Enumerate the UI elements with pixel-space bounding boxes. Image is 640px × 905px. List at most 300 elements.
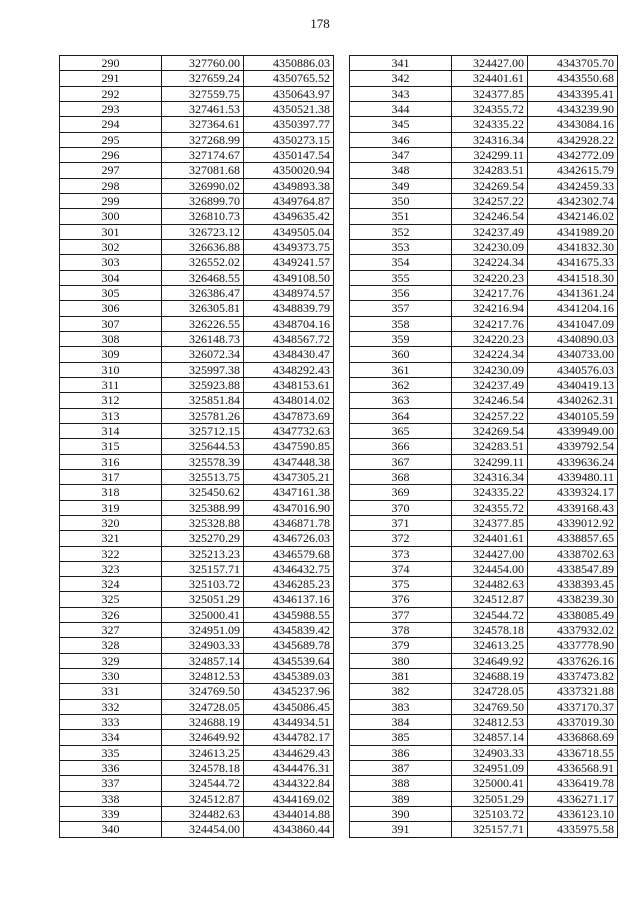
x-coordinate-cell: 324377.85 bbox=[452, 515, 528, 530]
point-number-cell: 303 bbox=[60, 255, 162, 270]
y-coordinate-cell: 4339636.24 bbox=[528, 454, 618, 469]
y-coordinate-cell: 4345389.03 bbox=[244, 669, 334, 684]
x-coordinate-cell: 324217.76 bbox=[452, 316, 528, 331]
point-number-cell: 305 bbox=[60, 285, 162, 300]
x-coordinate-cell: 325578.39 bbox=[162, 454, 244, 469]
point-number-cell: 317 bbox=[60, 469, 162, 484]
y-coordinate-cell: 4338085.49 bbox=[528, 607, 618, 622]
point-number-cell: 375 bbox=[350, 577, 452, 592]
x-coordinate-cell: 324613.25 bbox=[452, 638, 528, 653]
y-coordinate-cell: 4346726.03 bbox=[244, 531, 334, 546]
table-row bbox=[350, 592, 618, 607]
point-number-cell: 316 bbox=[60, 454, 162, 469]
table-row bbox=[60, 607, 334, 622]
point-number-cell: 389 bbox=[350, 791, 452, 806]
point-number-cell: 351 bbox=[350, 209, 452, 224]
x-coordinate-cell: 325000.41 bbox=[452, 776, 528, 791]
point-number-cell: 335 bbox=[60, 745, 162, 760]
table-row bbox=[60, 117, 334, 132]
y-coordinate-cell: 4337778.90 bbox=[528, 638, 618, 653]
y-coordinate-cell: 4337321.88 bbox=[528, 684, 618, 699]
table-row bbox=[350, 147, 618, 162]
point-number-cell: 304 bbox=[60, 270, 162, 285]
table-row bbox=[350, 56, 618, 71]
point-number-cell: 357 bbox=[350, 301, 452, 316]
y-coordinate-cell: 4342928.22 bbox=[528, 132, 618, 147]
point-number-cell: 377 bbox=[350, 607, 452, 622]
point-number-cell: 383 bbox=[350, 699, 452, 714]
y-coordinate-cell: 4348014.02 bbox=[244, 393, 334, 408]
x-coordinate-cell: 324812.53 bbox=[162, 669, 244, 684]
table-row bbox=[350, 791, 618, 806]
point-number-cell: 374 bbox=[350, 561, 452, 576]
y-coordinate-cell: 4338239.30 bbox=[528, 592, 618, 607]
y-coordinate-cell: 4340419.13 bbox=[528, 377, 618, 392]
point-number-cell: 319 bbox=[60, 500, 162, 515]
table-row bbox=[60, 316, 334, 331]
x-coordinate-cell: 327174.67 bbox=[162, 147, 244, 162]
point-number-cell: 355 bbox=[350, 270, 452, 285]
table-row bbox=[350, 546, 618, 561]
y-coordinate-cell: 4336718.55 bbox=[528, 745, 618, 760]
table-row bbox=[350, 561, 618, 576]
table-row bbox=[60, 56, 334, 71]
x-coordinate-cell: 326810.73 bbox=[162, 209, 244, 224]
table-row bbox=[350, 393, 618, 408]
x-coordinate-cell: 324427.00 bbox=[452, 56, 528, 71]
point-number-cell: 387 bbox=[350, 761, 452, 776]
y-coordinate-cell: 4343084.16 bbox=[528, 117, 618, 132]
y-coordinate-cell: 4338857.65 bbox=[528, 531, 618, 546]
point-number-cell: 318 bbox=[60, 485, 162, 500]
y-coordinate-cell: 4339324.17 bbox=[528, 485, 618, 500]
y-coordinate-cell: 4347873.69 bbox=[244, 408, 334, 423]
x-coordinate-cell: 324224.34 bbox=[452, 255, 528, 270]
y-coordinate-cell: 4345988.55 bbox=[244, 607, 334, 622]
y-coordinate-cell: 4348704.16 bbox=[244, 316, 334, 331]
table-row bbox=[60, 531, 334, 546]
table-row bbox=[60, 730, 334, 745]
x-coordinate-cell: 327461.53 bbox=[162, 101, 244, 116]
x-coordinate-cell: 324316.34 bbox=[452, 469, 528, 484]
y-coordinate-cell: 4339480.11 bbox=[528, 469, 618, 484]
x-coordinate-cell: 325103.72 bbox=[452, 807, 528, 822]
y-coordinate-cell: 4350521.38 bbox=[244, 101, 334, 116]
x-coordinate-cell: 324269.54 bbox=[452, 178, 528, 193]
x-coordinate-cell: 325051.29 bbox=[452, 791, 528, 806]
table-row bbox=[60, 408, 334, 423]
y-coordinate-cell: 4345839.42 bbox=[244, 623, 334, 638]
table-row bbox=[350, 423, 618, 438]
x-coordinate-cell: 324269.54 bbox=[452, 423, 528, 438]
y-coordinate-cell: 4336868.69 bbox=[528, 730, 618, 745]
point-number-cell: 290 bbox=[60, 56, 162, 71]
point-number-cell: 358 bbox=[350, 316, 452, 331]
x-coordinate-cell: 324578.18 bbox=[162, 761, 244, 776]
y-coordinate-cell: 4339792.54 bbox=[528, 439, 618, 454]
point-number-cell: 346 bbox=[350, 132, 452, 147]
point-number-cell: 379 bbox=[350, 638, 452, 653]
table-row bbox=[350, 776, 618, 791]
table-row bbox=[60, 255, 334, 270]
y-coordinate-cell: 4344476.31 bbox=[244, 761, 334, 776]
y-coordinate-cell: 4346871.78 bbox=[244, 515, 334, 530]
x-coordinate-cell: 325388.99 bbox=[162, 500, 244, 515]
point-number-cell: 332 bbox=[60, 699, 162, 714]
point-number-cell: 348 bbox=[350, 163, 452, 178]
point-number-cell: 360 bbox=[350, 347, 452, 362]
x-coordinate-cell: 325781.26 bbox=[162, 408, 244, 423]
x-coordinate-cell: 325851.84 bbox=[162, 393, 244, 408]
x-coordinate-cell: 327364.61 bbox=[162, 117, 244, 132]
table-row bbox=[60, 638, 334, 653]
table-row bbox=[60, 132, 334, 147]
point-number-cell: 326 bbox=[60, 607, 162, 622]
point-number-cell: 386 bbox=[350, 745, 452, 760]
y-coordinate-cell: 4343550.68 bbox=[528, 71, 618, 86]
x-coordinate-cell: 326305.81 bbox=[162, 301, 244, 316]
x-coordinate-cell: 324246.54 bbox=[452, 393, 528, 408]
y-coordinate-cell: 4342772.09 bbox=[528, 147, 618, 162]
x-coordinate-cell: 324512.87 bbox=[162, 791, 244, 806]
y-coordinate-cell: 4345539.64 bbox=[244, 653, 334, 668]
y-coordinate-cell: 4337170.37 bbox=[528, 699, 618, 714]
y-coordinate-cell: 4348292.43 bbox=[244, 362, 334, 377]
y-coordinate-cell: 4347305.21 bbox=[244, 469, 334, 484]
point-number-cell: 388 bbox=[350, 776, 452, 791]
x-coordinate-cell: 324688.19 bbox=[162, 715, 244, 730]
coordinates-table-left-body bbox=[60, 56, 334, 838]
point-number-cell: 324 bbox=[60, 577, 162, 592]
y-coordinate-cell: 4343705.70 bbox=[528, 56, 618, 71]
table-row bbox=[60, 577, 334, 592]
point-number-cell: 291 bbox=[60, 71, 162, 86]
table-row bbox=[60, 715, 334, 730]
point-number-cell: 293 bbox=[60, 101, 162, 116]
y-coordinate-cell: 4336419.78 bbox=[528, 776, 618, 791]
table-row bbox=[60, 163, 334, 178]
table-row bbox=[350, 699, 618, 714]
point-number-cell: 320 bbox=[60, 515, 162, 530]
x-coordinate-cell: 325157.71 bbox=[452, 822, 528, 837]
y-coordinate-cell: 4336123.10 bbox=[528, 807, 618, 822]
x-coordinate-cell: 324857.14 bbox=[162, 653, 244, 668]
table-row bbox=[350, 270, 618, 285]
x-coordinate-cell: 325328.88 bbox=[162, 515, 244, 530]
point-number-cell: 367 bbox=[350, 454, 452, 469]
point-number-cell: 329 bbox=[60, 653, 162, 668]
table-row bbox=[60, 623, 334, 638]
y-coordinate-cell: 4347016.90 bbox=[244, 500, 334, 515]
table-row bbox=[60, 822, 334, 837]
table-row bbox=[350, 178, 618, 193]
table-row bbox=[60, 592, 334, 607]
table-row bbox=[350, 163, 618, 178]
x-coordinate-cell: 324454.00 bbox=[452, 561, 528, 576]
x-coordinate-cell: 324482.63 bbox=[162, 807, 244, 822]
table-row bbox=[350, 209, 618, 224]
table-row bbox=[350, 623, 618, 638]
point-number-cell: 301 bbox=[60, 224, 162, 239]
y-coordinate-cell: 4346137.16 bbox=[244, 592, 334, 607]
x-coordinate-cell: 325923.88 bbox=[162, 377, 244, 392]
table-row bbox=[60, 147, 334, 162]
x-coordinate-cell: 326899.70 bbox=[162, 193, 244, 208]
point-number-cell: 338 bbox=[60, 791, 162, 806]
point-number-cell: 366 bbox=[350, 439, 452, 454]
y-coordinate-cell: 4350886.03 bbox=[244, 56, 334, 71]
y-coordinate-cell: 4344014.88 bbox=[244, 807, 334, 822]
y-coordinate-cell: 4338547.89 bbox=[528, 561, 618, 576]
x-coordinate-cell: 325213.23 bbox=[162, 546, 244, 561]
point-number-cell: 299 bbox=[60, 193, 162, 208]
point-number-cell: 311 bbox=[60, 377, 162, 392]
table-row bbox=[350, 515, 618, 530]
table-row bbox=[60, 285, 334, 300]
point-number-cell: 300 bbox=[60, 209, 162, 224]
y-coordinate-cell: 4349241.57 bbox=[244, 255, 334, 270]
y-coordinate-cell: 4339949.00 bbox=[528, 423, 618, 438]
y-coordinate-cell: 4342146.02 bbox=[528, 209, 618, 224]
table-row bbox=[350, 607, 618, 622]
point-number-cell: 294 bbox=[60, 117, 162, 132]
x-coordinate-cell: 324454.00 bbox=[162, 822, 244, 837]
y-coordinate-cell: 4348567.72 bbox=[244, 331, 334, 346]
y-coordinate-cell: 4337473.82 bbox=[528, 669, 618, 684]
point-number-cell: 376 bbox=[350, 592, 452, 607]
point-number-cell: 313 bbox=[60, 408, 162, 423]
table-row bbox=[350, 653, 618, 668]
table-row bbox=[60, 454, 334, 469]
x-coordinate-cell: 325644.53 bbox=[162, 439, 244, 454]
point-number-cell: 322 bbox=[60, 546, 162, 561]
table-row bbox=[60, 423, 334, 438]
point-number-cell: 336 bbox=[60, 761, 162, 776]
table-row bbox=[350, 761, 618, 776]
table-row bbox=[60, 776, 334, 791]
table-row bbox=[350, 745, 618, 760]
y-coordinate-cell: 4342615.79 bbox=[528, 163, 618, 178]
x-coordinate-cell: 324335.22 bbox=[452, 485, 528, 500]
y-coordinate-cell: 4335975.58 bbox=[528, 822, 618, 837]
table-row bbox=[60, 101, 334, 116]
x-coordinate-cell: 326990.02 bbox=[162, 178, 244, 193]
table-row bbox=[60, 209, 334, 224]
y-coordinate-cell: 4347161.38 bbox=[244, 485, 334, 500]
table-row bbox=[350, 285, 618, 300]
y-coordinate-cell: 4347732.63 bbox=[244, 423, 334, 438]
point-number-cell: 302 bbox=[60, 239, 162, 254]
x-coordinate-cell: 325103.72 bbox=[162, 577, 244, 592]
table-row bbox=[350, 255, 618, 270]
table-row bbox=[60, 393, 334, 408]
y-coordinate-cell: 4341047.09 bbox=[528, 316, 618, 331]
point-number-cell: 315 bbox=[60, 439, 162, 454]
table-row bbox=[60, 239, 334, 254]
x-coordinate-cell: 326552.02 bbox=[162, 255, 244, 270]
y-coordinate-cell: 4340576.03 bbox=[528, 362, 618, 377]
y-coordinate-cell: 4341518.30 bbox=[528, 270, 618, 285]
y-coordinate-cell: 4344934.51 bbox=[244, 715, 334, 730]
y-coordinate-cell: 4350273.15 bbox=[244, 132, 334, 147]
y-coordinate-cell: 4340890.03 bbox=[528, 331, 618, 346]
point-number-cell: 381 bbox=[350, 669, 452, 684]
y-coordinate-cell: 4350643.97 bbox=[244, 86, 334, 101]
point-number-cell: 297 bbox=[60, 163, 162, 178]
table-row bbox=[350, 454, 618, 469]
x-coordinate-cell: 324246.54 bbox=[452, 209, 528, 224]
table-row bbox=[350, 331, 618, 346]
y-coordinate-cell: 4348974.57 bbox=[244, 285, 334, 300]
x-coordinate-cell: 324220.23 bbox=[452, 270, 528, 285]
point-number-cell: 312 bbox=[60, 393, 162, 408]
y-coordinate-cell: 4349373.75 bbox=[244, 239, 334, 254]
point-number-cell: 333 bbox=[60, 715, 162, 730]
point-number-cell: 371 bbox=[350, 515, 452, 530]
y-coordinate-cell: 4345237.96 bbox=[244, 684, 334, 699]
point-number-cell: 334 bbox=[60, 730, 162, 745]
y-coordinate-cell: 4345086.45 bbox=[244, 699, 334, 714]
point-number-cell: 384 bbox=[350, 715, 452, 730]
coordinates-table-right bbox=[349, 55, 618, 838]
table-row bbox=[350, 362, 618, 377]
x-coordinate-cell: 325000.41 bbox=[162, 607, 244, 622]
x-coordinate-cell: 327760.00 bbox=[162, 56, 244, 71]
point-number-cell: 352 bbox=[350, 224, 452, 239]
point-number-cell: 292 bbox=[60, 86, 162, 101]
table-row bbox=[350, 71, 618, 86]
point-number-cell: 349 bbox=[350, 178, 452, 193]
y-coordinate-cell: 4341204.16 bbox=[528, 301, 618, 316]
x-coordinate-cell: 324728.05 bbox=[162, 699, 244, 714]
x-coordinate-cell: 324316.34 bbox=[452, 132, 528, 147]
point-number-cell: 382 bbox=[350, 684, 452, 699]
table-row bbox=[60, 301, 334, 316]
table-row bbox=[60, 270, 334, 285]
y-coordinate-cell: 4341361.24 bbox=[528, 285, 618, 300]
table-row bbox=[350, 193, 618, 208]
table-row bbox=[350, 822, 618, 837]
x-coordinate-cell: 324355.72 bbox=[452, 101, 528, 116]
y-coordinate-cell: 4336568.91 bbox=[528, 761, 618, 776]
table-row bbox=[60, 515, 334, 530]
x-coordinate-cell: 324427.00 bbox=[452, 546, 528, 561]
point-number-cell: 354 bbox=[350, 255, 452, 270]
y-coordinate-cell: 4347448.38 bbox=[244, 454, 334, 469]
point-number-cell: 369 bbox=[350, 485, 452, 500]
table-row bbox=[350, 669, 618, 684]
table-row bbox=[60, 362, 334, 377]
point-number-cell: 314 bbox=[60, 423, 162, 438]
x-coordinate-cell: 324401.61 bbox=[452, 531, 528, 546]
point-number-cell: 356 bbox=[350, 285, 452, 300]
y-coordinate-cell: 4348430.47 bbox=[244, 347, 334, 362]
point-number-cell: 340 bbox=[60, 822, 162, 837]
x-coordinate-cell: 324903.33 bbox=[452, 745, 528, 760]
point-number-cell: 353 bbox=[350, 239, 452, 254]
x-coordinate-cell: 324355.72 bbox=[452, 500, 528, 515]
x-coordinate-cell: 324544.72 bbox=[162, 776, 244, 791]
y-coordinate-cell: 4346579.68 bbox=[244, 546, 334, 561]
table-row bbox=[60, 439, 334, 454]
y-coordinate-cell: 4349108.50 bbox=[244, 270, 334, 285]
y-coordinate-cell: 4349764.87 bbox=[244, 193, 334, 208]
y-coordinate-cell: 4337019.30 bbox=[528, 715, 618, 730]
y-coordinate-cell: 4348839.79 bbox=[244, 301, 334, 316]
table-row bbox=[350, 715, 618, 730]
x-coordinate-cell: 324769.50 bbox=[452, 699, 528, 714]
table-row bbox=[60, 377, 334, 392]
y-coordinate-cell: 4340262.31 bbox=[528, 393, 618, 408]
table-row bbox=[350, 117, 618, 132]
point-number-cell: 368 bbox=[350, 469, 452, 484]
x-coordinate-cell: 324257.22 bbox=[452, 193, 528, 208]
y-coordinate-cell: 4337932.02 bbox=[528, 623, 618, 638]
table-row bbox=[350, 316, 618, 331]
y-coordinate-cell: 4340105.59 bbox=[528, 408, 618, 423]
y-coordinate-cell: 4344629.43 bbox=[244, 745, 334, 760]
x-coordinate-cell: 324578.18 bbox=[452, 623, 528, 638]
x-coordinate-cell: 324812.53 bbox=[452, 715, 528, 730]
x-coordinate-cell: 324237.49 bbox=[452, 224, 528, 239]
point-number-cell: 350 bbox=[350, 193, 452, 208]
x-coordinate-cell: 324217.76 bbox=[452, 285, 528, 300]
x-coordinate-cell: 324649.92 bbox=[452, 653, 528, 668]
y-coordinate-cell: 4341832.30 bbox=[528, 239, 618, 254]
point-number-cell: 370 bbox=[350, 500, 452, 515]
table-row bbox=[60, 331, 334, 346]
table-row bbox=[350, 347, 618, 362]
point-number-cell: 339 bbox=[60, 807, 162, 822]
table-row bbox=[60, 561, 334, 576]
x-coordinate-cell: 326148.73 bbox=[162, 331, 244, 346]
point-number-cell: 345 bbox=[350, 117, 452, 132]
x-coordinate-cell: 327081.68 bbox=[162, 163, 244, 178]
x-coordinate-cell: 326723.12 bbox=[162, 224, 244, 239]
x-coordinate-cell: 326386.47 bbox=[162, 285, 244, 300]
x-coordinate-cell: 324377.85 bbox=[452, 86, 528, 101]
point-number-cell: 325 bbox=[60, 592, 162, 607]
y-coordinate-cell: 4344322.84 bbox=[244, 776, 334, 791]
point-number-cell: 310 bbox=[60, 362, 162, 377]
table-row bbox=[60, 745, 334, 760]
point-number-cell: 296 bbox=[60, 147, 162, 162]
table-row bbox=[60, 669, 334, 684]
x-coordinate-cell: 327659.24 bbox=[162, 71, 244, 86]
x-coordinate-cell: 327559.75 bbox=[162, 86, 244, 101]
table-row bbox=[60, 807, 334, 822]
y-coordinate-cell: 4346432.75 bbox=[244, 561, 334, 576]
x-coordinate-cell: 325450.62 bbox=[162, 485, 244, 500]
table-row bbox=[60, 699, 334, 714]
x-coordinate-cell: 324299.11 bbox=[452, 147, 528, 162]
x-coordinate-cell: 324230.09 bbox=[452, 362, 528, 377]
point-number-cell: 330 bbox=[60, 669, 162, 684]
point-number-cell: 372 bbox=[350, 531, 452, 546]
x-coordinate-cell: 325157.71 bbox=[162, 561, 244, 576]
table-row bbox=[350, 730, 618, 745]
y-coordinate-cell: 4348153.61 bbox=[244, 377, 334, 392]
point-number-cell: 359 bbox=[350, 331, 452, 346]
table-row bbox=[60, 224, 334, 239]
point-number-cell: 344 bbox=[350, 101, 452, 116]
point-number-cell: 341 bbox=[350, 56, 452, 71]
point-number-cell: 343 bbox=[350, 86, 452, 101]
table-row bbox=[60, 761, 334, 776]
y-coordinate-cell: 4338393.45 bbox=[528, 577, 618, 592]
y-coordinate-cell: 4345689.78 bbox=[244, 638, 334, 653]
table-row bbox=[350, 301, 618, 316]
